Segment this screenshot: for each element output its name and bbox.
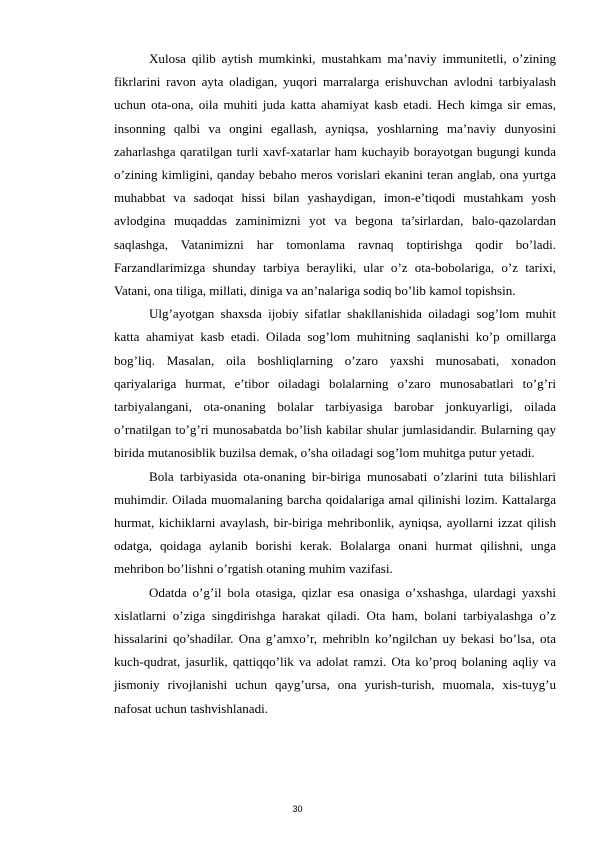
paragraph-conclusion: Xulosa qilib aytish mumkinki, mustahkam ma’naviy immunitetli, o’zining fikrlarini ravon ayta oladigan, yuqori marralarga erishuvchan avlodni tarbiyalash uchun ota-ona, oila muhiti juda katta ahamiyat kasb etadi. Hech kimga sir emas, insonning qalbi va ongini egallash, ayniqsa, yoshlarning ma’naviy dunyosini zaharlashga qaratilgan turli xavf-xatarlar ham kuchayib borayotgan bugungi kunda o’zining kimligini, qanday bebaho meros vorislari ekanini teran anglab, ona yurtga muhabbat va sadoqat hissi bilan yashaydigan, imon-e’tiqodi mustahkam yosh avlodgina muqaddas zaminimizni yot va begona ta’sirlardan, balo-qazolardan saqlashga, Vatanimizni har tomonlama ravnaq toptirishga qodir bo’ladi. Farzandlarimizga shunday tarbiya beraylikі, ular o’z ota-bobolariga, o’z tarixi, Vatani, ona tiliga, millati, diniga va an’nalariga sodiq bo’lib kamol topishsin. (114, 51, 556, 299)
paragraph-healthy-environment: Ulg’ayotgan shaxsda ijobiy sifatlar shakllanishida oiladagi sog’lom muhit katta ahamiyat kasb etadi. Oilada sog’lom muhitning saqlanishi ko’p omillarga bog’liq. Masalan, oila boshliqlarning o’zaro yaxshi munosabati, xonadon qariyalariga hurmat, e’tibor oiladagi bolalarning o’zaro munosabatlari to’g’ri tarbiyalangani, ota-onaning bolalar tarbiyasiga barobar jonkuyarligi, oilada o’rnatilgan to’g’ri munosabatda bo’lish kabilar shular jumlasidandir. Bularning qay birida mutanosiblik buzilsa demak, o’sha oiladagi sog’lom muhitga putur yetadi. (114, 306, 556, 461)
body-text (114, 47, 556, 720)
paragraph-parent-relations: Bola tarbiyasida ota-onaning bir-biriga munosabati o’zlarini tuta bilishlari muhimdir. Oilada muomalaning barcha qoidalariga amal qilinishi lozim. Kattalarga hurmat, kichiklarni avaylash, bir-biriga mehribonlik, ayniqsa, ayollarni izzat qilish odatga, qoidaga aylanib borishi kerak. Bolalarga onani hurmat qilishni, unga mehribon bo’lishni o’rgatish otaning muhim vazifasi. (114, 468, 556, 577)
paragraph-father-mother-roles: Odatda o’g’il bola otasiga, qizlar esa onasiga o’xshashga, ulardagi yaxshi xislatlarni o’ziga singdirishga harakat qiladi. Ota ham, bolani tarbiyalashga o’z hissalarini qo’shadilar. Ona g’amxo’r, mehribln ko’ngilchan uy bekasi bo’lsa, ota kuch-qudrat, jasurlik, qattiqqo’lik va adolat ramzi. Ota ko’proq bolaning aqliy va jismoniy rivojlanishi uchun qayg’ursa, ona yurish-turish, muomala, xis-tuyg’u nafosat uchun tashvishlanadi. (114, 584, 556, 716)
page-number: 30 (292, 804, 303, 814)
